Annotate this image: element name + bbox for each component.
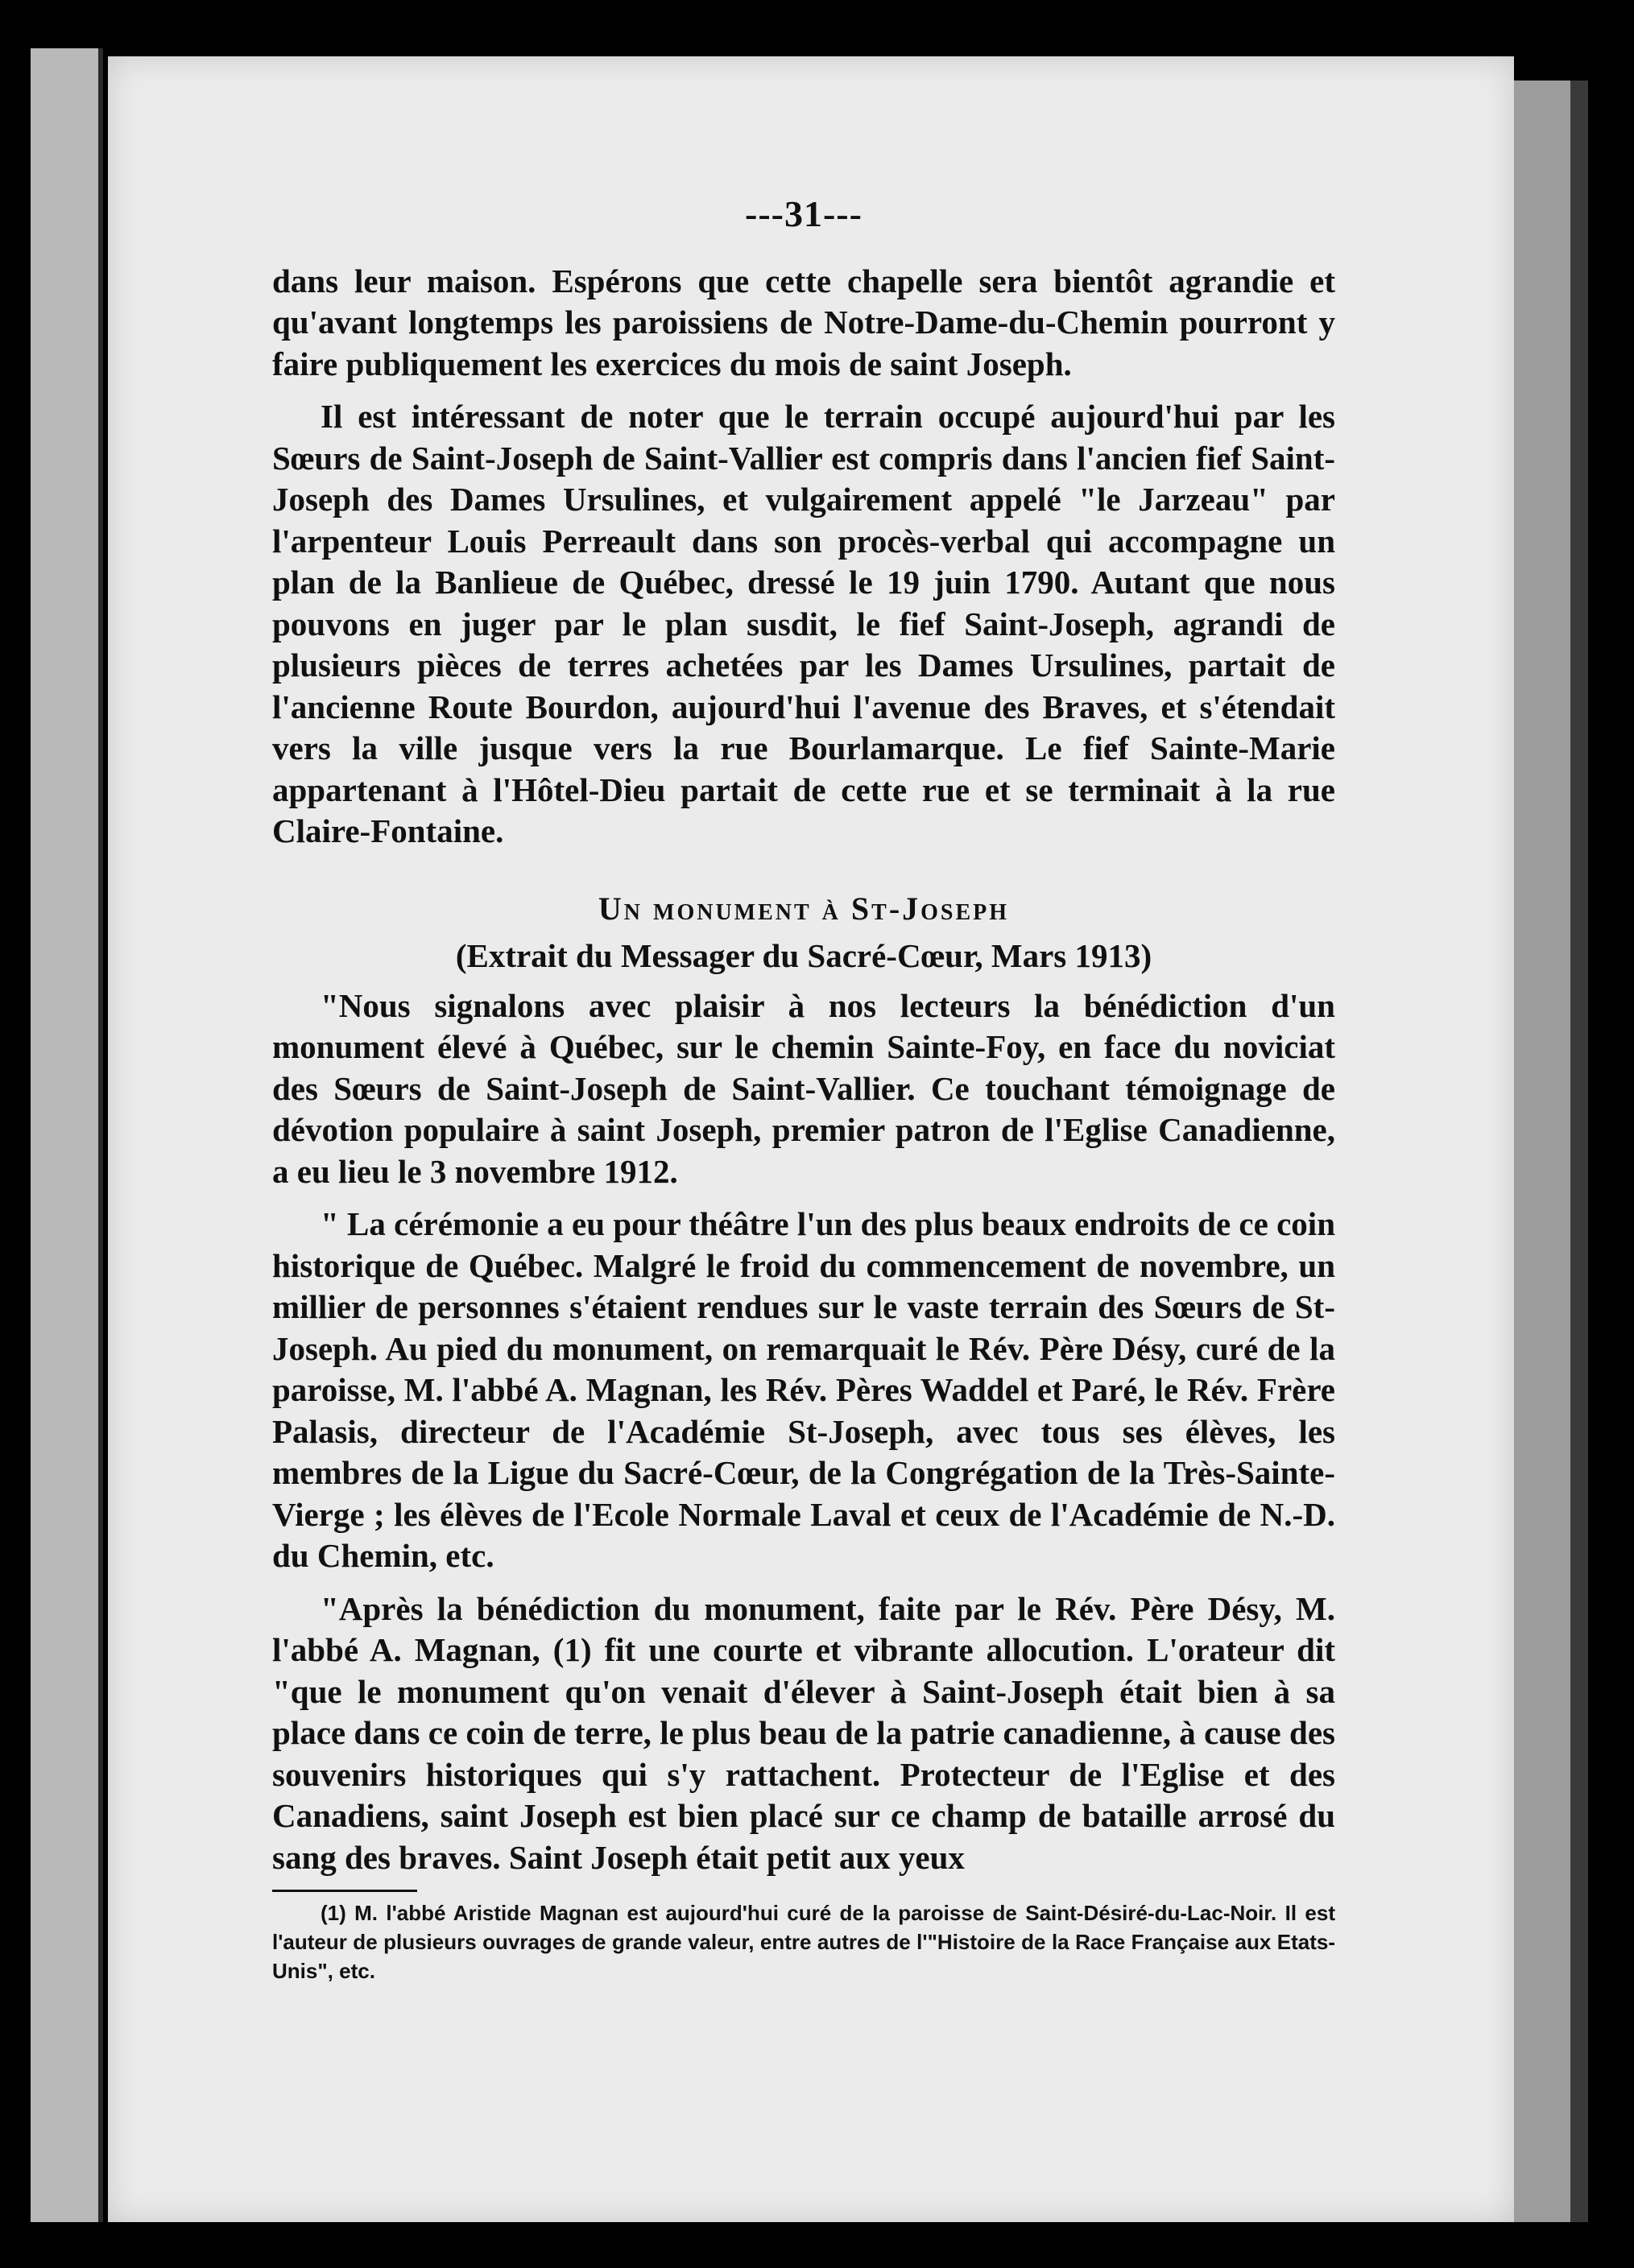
footnote-divider: [272, 1890, 417, 1892]
footnote: (1) M. l'abbé Aristide Magnan est aujourd'hui curé de la paroisse de Saint-Désiré-du-Lac-Noir. Il est l'auteur de plusieurs ouvrages de grande valeur, entre autres de l'"Histoire de la Race Française aux Etats-Unis", etc.: [272, 1901, 1335, 1983]
paragraph-ceremony: " La cérémonie a eu pour théâtre l'un des plus beaux endroits de ce coin historique de Québec. Malgré le froid du commencement de novembre, un millier de personnes s'étaient rendues sur le vaste terrain des Sœurs de St-Joseph. Au pied du monument, on remarquait le Rév. Père Désy, curé de la paroisse, M. l'abbé A. Magnan, les Rév. Pères Waddel et Paré, le Rév. Frère Palasis, directeur de l'Académie St-Joseph, avec tous ses élèves, les membres de la Ligue du Sacré-Cœur, de la Congrégation de la Très-Sainte-Vierge ; les élèves de l'Ecole Normale Laval et ceux de l'Académie de N.-D. du Chemin, etc.: [272, 1205, 1335, 1574]
left-page-edge: [31, 48, 103, 2222]
right-page-edge: [1514, 81, 1570, 2222]
section-source: (Extrait du Messager du Sacré-Cœur, Mars 1913): [455, 937, 1152, 974]
paragraph-chapel: dans leur maison. Espérons que cette chapelle sera bientôt agrandie et qu'avant longtemps les paroissiens de Notre-Dame-du-Chemin pourront y faire publiquement les exercices du mois de saint Joseph.: [272, 262, 1335, 382]
paragraph-benediction: "Nous signalons avec plaisir à nos lecteurs la bénédiction d'un monument élevé à Québec, sur le chemin Sainte-Foy, en face du noviciat des Sœurs de Saint-Joseph de Saint-Vallier. Ce touchant témoignage de dévotion populaire à saint Joseph, premier patron de l'Eglise Canadienne, a eu lieu le 3 novembre 1912.: [272, 986, 1335, 1190]
paragraph-fief: Il est intéressant de noter que le terrain occupé aujourd'hui par les Sœurs de Saint-Joseph de Saint-Vallier est compris dans l'ancien fief Saint-Joseph des Dames Ursulines, et vulgairement appelé "le Jarzeau" par l'arpenteur Louis Perreault dans son procès-verbal qui accompagne un plan de la Banlieue de Québec, dressé le 19 juin 1790. Autant que nous pouvons en juger par le plan susdit, le fief Saint-Joseph, agrandi de plusieurs pièces de terres achetées par les Dames Ursulines, partait de l'ancienne Route Bourdon, aujourd'hui l'avenue des Braves, et s'étendait vers la ville jusque vers la rue Bourlamarque. Le fief Sainte-Marie appartenant à l'Hôtel-Dieu partait de cette rue et se terminait à la rue Claire-Fontaine.: [272, 398, 1335, 849]
page-text: [272, 193, 1335, 1985]
paragraph-allocution: "Après la bénédiction du monument, faite par le Rév. Père Désy, M. l'abbé A. Magnan, (1) fit une courte et vibrante allocution. L'orateur dit "que le monument qu'on venait d'élever à Saint-Joseph était bien à sa place dans ce coin de terre, le plus beau de la patrie canadienne, à cause des souvenirs historiques qui s'y rattachent. Protecteur de l'Eglise et des Canadiens, saint Joseph est bien placé sur ce champ de bataille arrosé du sang des braves. Saint Joseph était petit aux yeux: [272, 1589, 1335, 1876]
page-number: ---31---: [745, 193, 863, 234]
right-page-shadow: [1570, 81, 1588, 2222]
section-heading: Un monument à St-Joseph: [598, 890, 1010, 927]
